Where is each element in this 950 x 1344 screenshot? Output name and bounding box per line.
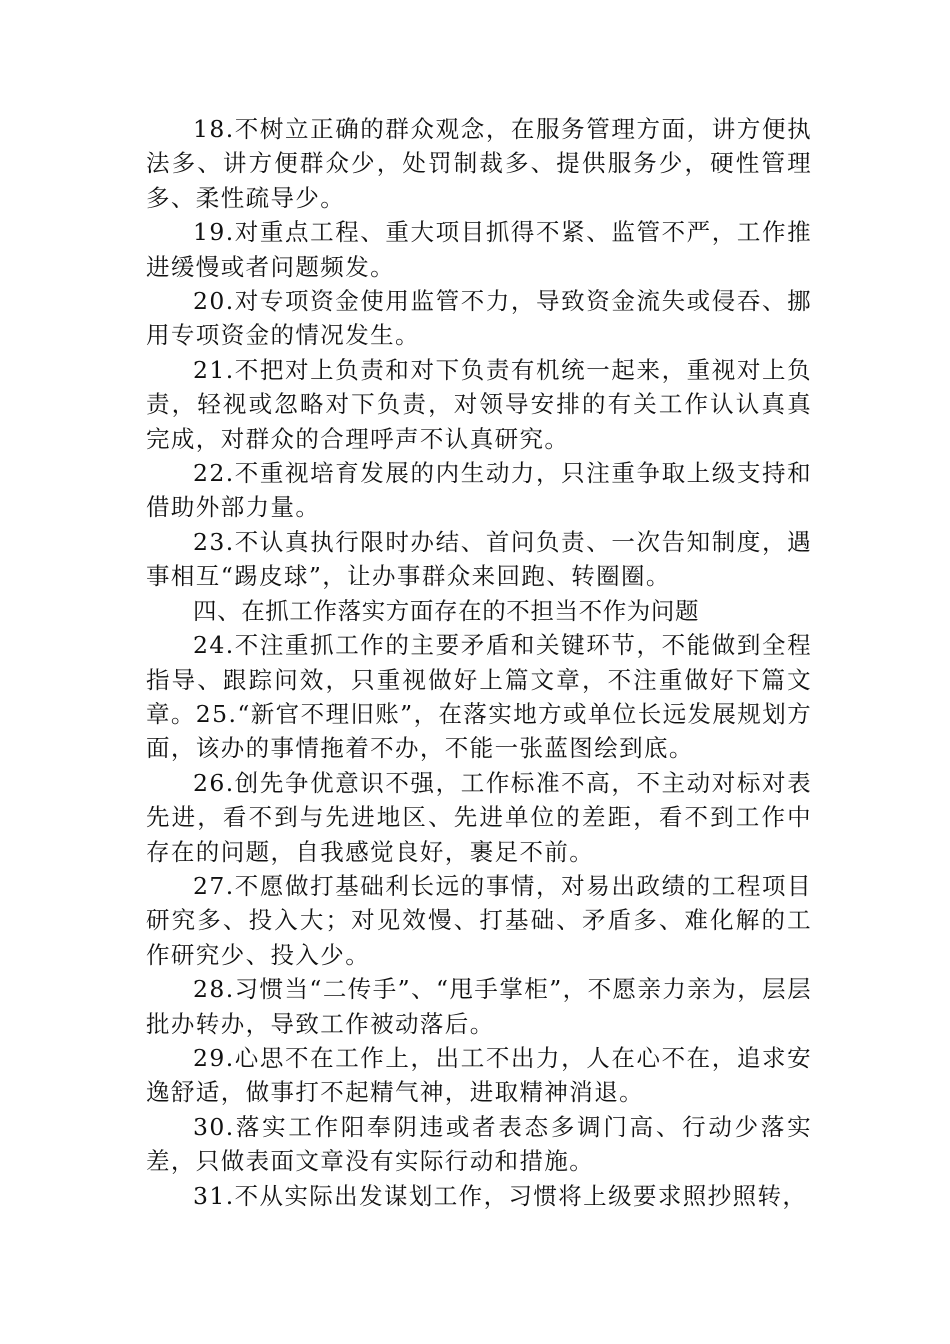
list-item-20: 20.对专项资金使用监管不力，导致资金流失或侵吞、挪用专项资金的情况发生。 <box>146 287 812 350</box>
document-body <box>146 112 812 1213</box>
list-item-30: 30.落实工作阳奉阴违或者表态多调门高、行动少落实差，只做表面文章没有实际行动和措施。 <box>146 1112 812 1176</box>
list-item-22: 22.不重视培育发展的内生动力，只注重争取上级支持和借助外部力量。 <box>146 459 812 522</box>
list-item-24-25: 24.不注重抓工作的主要矛盾和关键环节，不能做到全程指导、跟踪问效，只重视做好上篇文章，不注重做好下篇文章。25.“新官不理旧账”，在落实地方或单位长远发展规划方面，该办的事情拖着不办，不能一张蓝图绘到底。 <box>146 631 812 763</box>
list-item-27: 27.不愿做打基础利长远的事情，对易出政绩的工程项目研究多、投入大；对见效慢、打基础、矛盾多、难化解的工作研究少、投入少。 <box>146 871 812 969</box>
list-item-18: 18.不树立正确的群众观念，在服务管理方面，讲方便执法多、讲方便群众少，处罚制裁多、提供服务少，硬性管理多、柔性疏导少。 <box>146 115 812 212</box>
list-item-31: 31.不从实际出发谋划工作，习惯将上级要求照抄照转， <box>193 1181 808 1210</box>
list-item-23: 23.不认真执行限时办结、首问负责、一次告知制度，遇事相互“踢皮球”，让办事群众来回跑、转圈圈。 <box>146 527 812 591</box>
list-item-28: 28.习惯当“二传手”、“甩手掌柜”，不愿亲力亲为，层层批办转办，导致工作被动落后。 <box>146 975 812 1038</box>
list-item-29: 29.心思不在工作上，出工不出力，人在心不在，追求安逸舒适，做事打不起精气神，进取精神消退。 <box>146 1043 812 1107</box>
list-item-21: 21.不把对上负责和对下负责有机统一起来，重视对上负责，轻视或忽略对下负责，对领导安排的有关工作认认真真完成，对群众的合理呼声不认真研究。 <box>146 355 812 453</box>
section-heading: 四、在抓工作落实方面存在的不担当不作为问题 <box>193 596 700 625</box>
list-item-26: 26.创先争优意识不强，工作标准不高，不主动对标对表先进，看不到与先进地区、先进单位的差距，看不到工作中存在的问题，自我感觉良好，裹足不前。 <box>146 768 812 866</box>
list-item-19: 19.对重点工程、重大项目抓得不紧、监管不严，工作推进缓慢或者问题频发。 <box>146 218 812 281</box>
